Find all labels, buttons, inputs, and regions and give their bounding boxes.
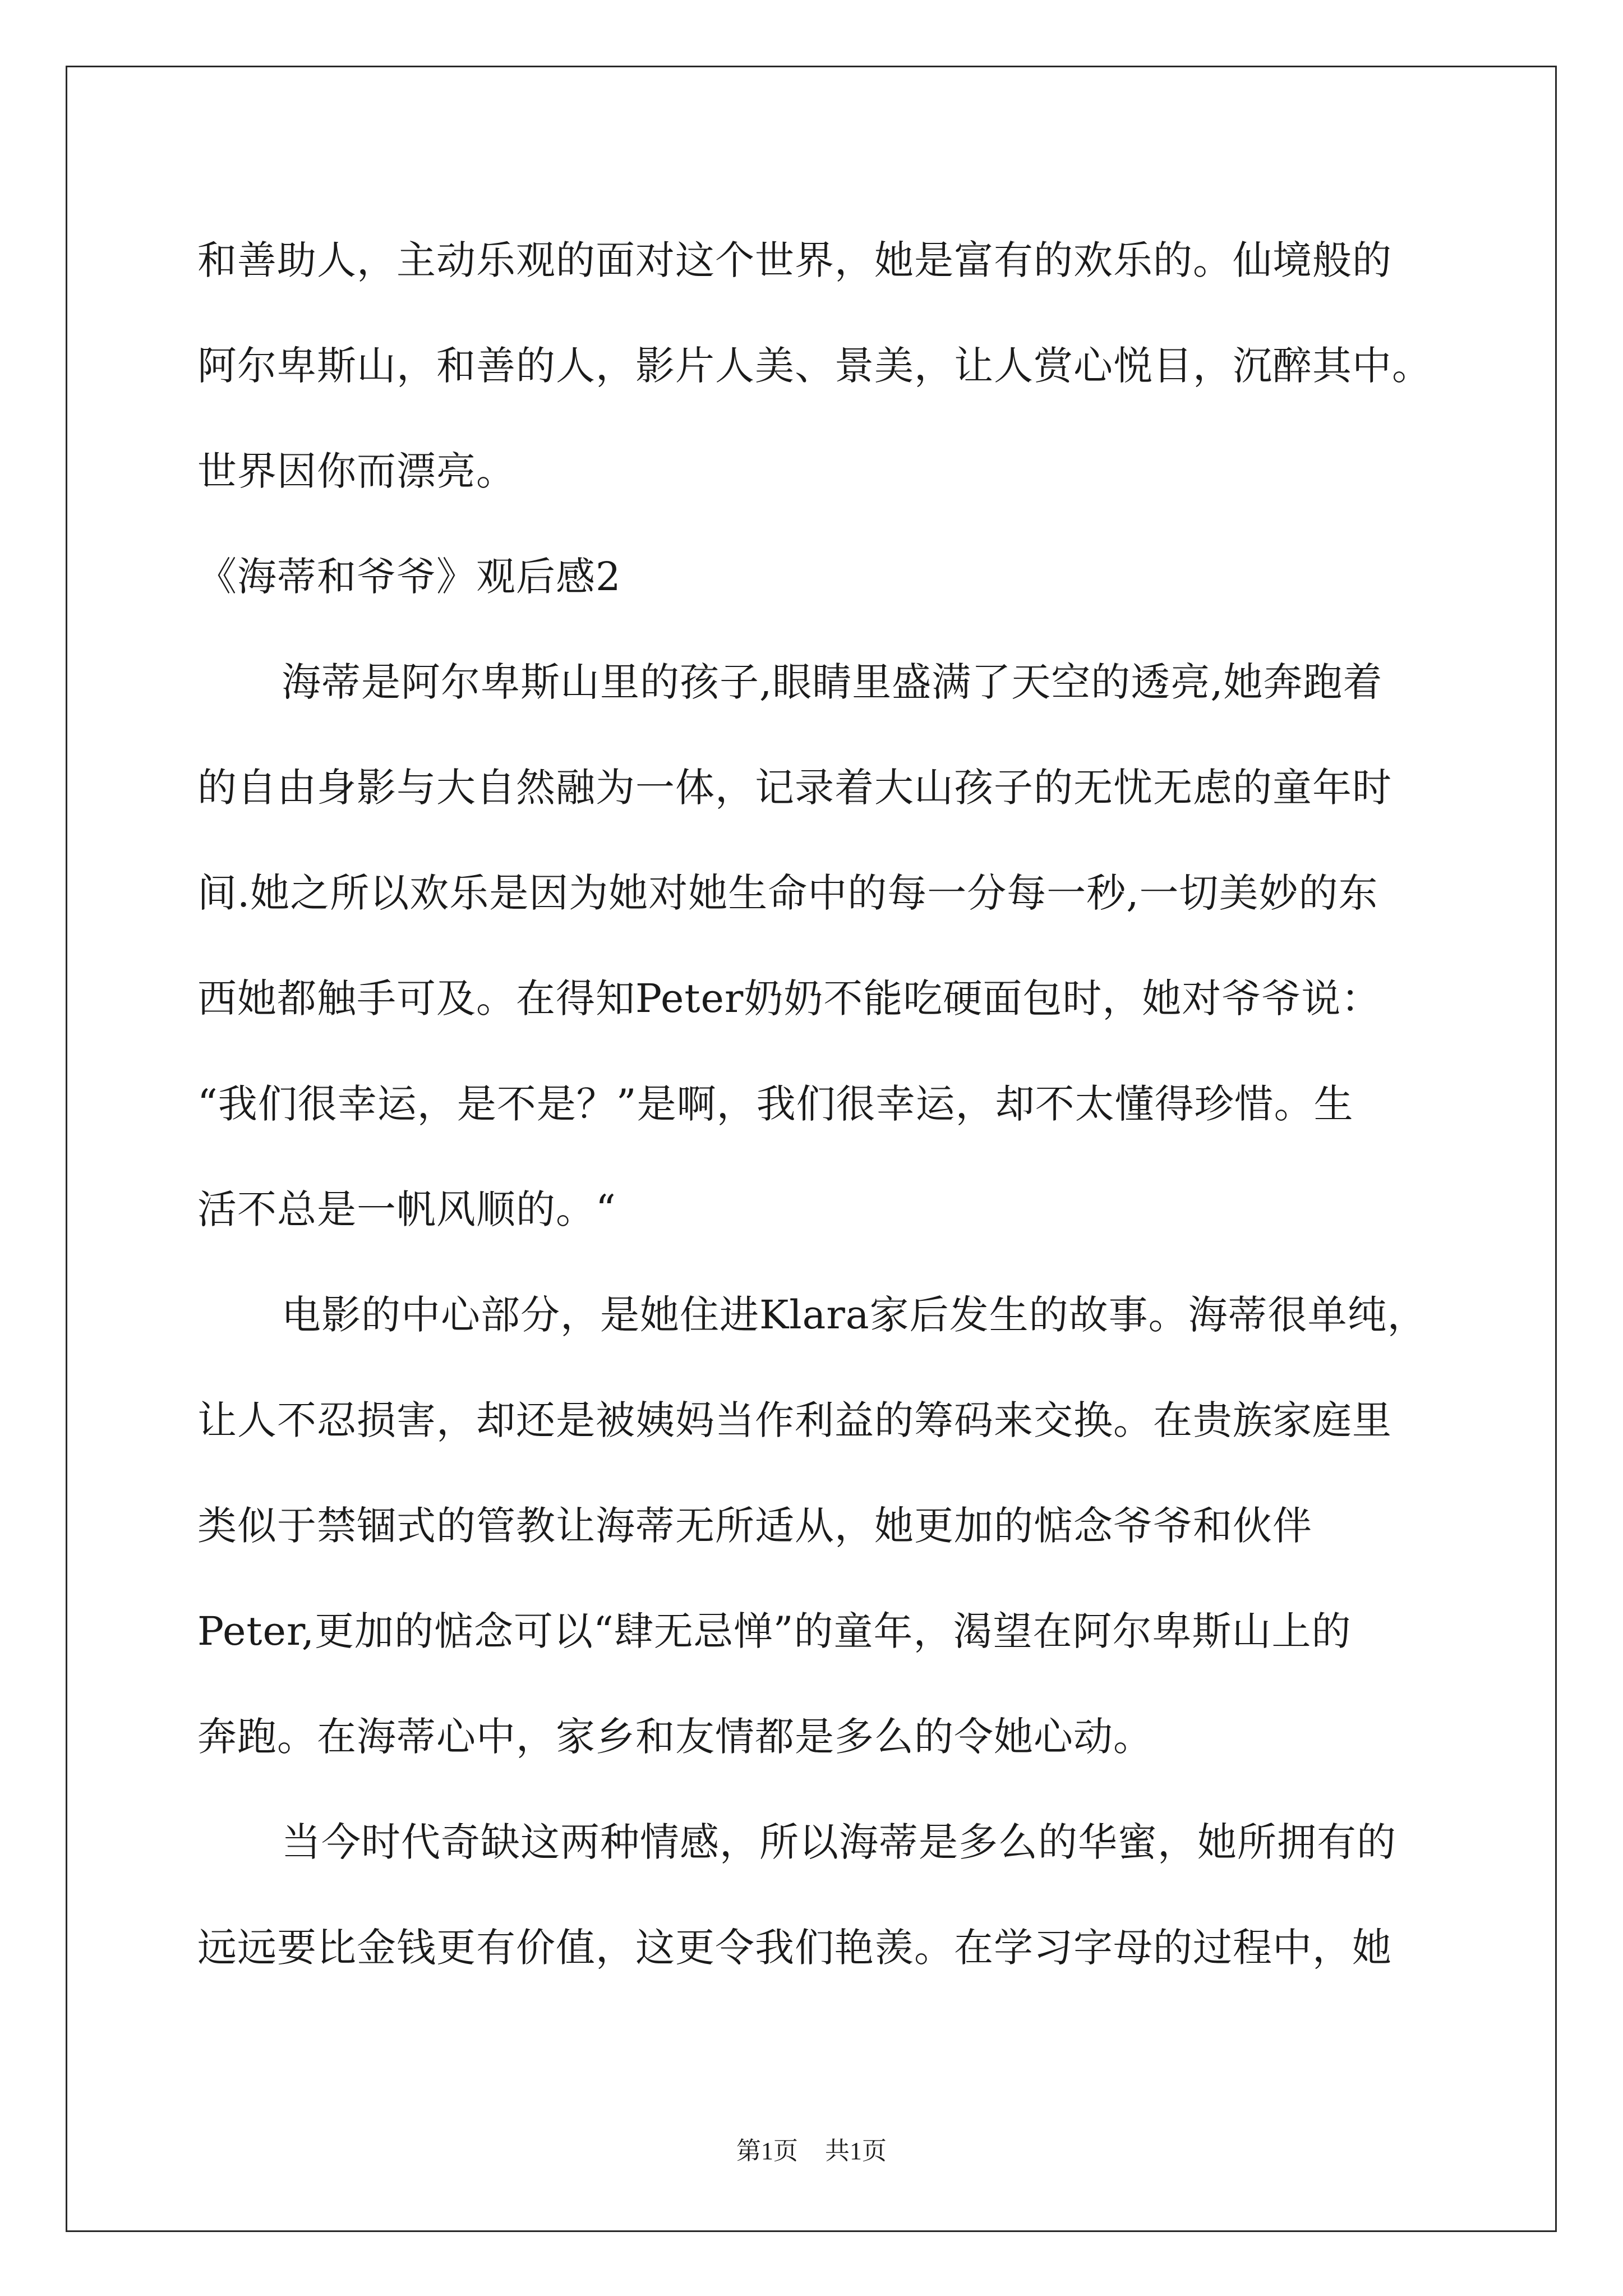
text-line: 阿尔卑斯山，和善的人，影片人美、景美，让人赏心悦目，沉醉其中。: [197, 343, 1432, 389]
total-pages: 共1页: [825, 2137, 887, 2165]
text-line: “我们很幸运，是不是？”是啊，我们很幸运，却不太懂得珍惜。生: [197, 1081, 1354, 1127]
paragraph-first-line: 电影的中心部分，是她住进Klara家后发生的故事。海蒂很单纯，: [282, 1292, 1427, 1338]
text-line: 西她都触手可及。在得知Peter奶奶不能吃硬面包时，她对爷爷说：: [197, 976, 1381, 1022]
text-line: Peter,更加的惦念可以“肆无忌惮”的童年，渴望在阿尔卑斯山上的: [197, 1608, 1352, 1654]
text-line: 活不总是一帆风顺的。“: [197, 1186, 616, 1232]
text-line: 世界因你而漂亮。: [197, 448, 516, 494]
text-line: 间.她之所以欢乐是因为她对她生命中的每一分每一秒,一切美妙的东: [197, 870, 1378, 916]
section-heading: 《海蒂和爷爷》观后感2: [197, 554, 621, 600]
text-line: 远远要比金钱更有价值，这更令我们艳羡。在学习字母的过程中，她: [197, 1925, 1392, 1971]
text-line: 的自由身影与大自然融为一体，记录着大山孩子的无忧无虑的童年时: [197, 765, 1392, 811]
page-number: 第1页: [736, 2137, 798, 2165]
text-line: 让人不忍损害，却还是被姨妈当作利益的筹码来交换。在贵族家庭里: [197, 1397, 1392, 1443]
page-footer: [0, 2134, 1623, 2168]
text-line: 奔跑。在海蒂心中，家乡和友情都是多么的令她心动。: [197, 1714, 1153, 1760]
text-line: 和善助人，主动乐观的面对这个世界，她是富有的欢乐的。仙境般的: [197, 237, 1392, 283]
paragraph-first-line: 海蒂是阿尔卑斯山里的孩子,眼睛里盛满了天空的透亮,她奔跑着: [282, 659, 1383, 705]
text-line: 类似于禁锢式的管教让海蒂无所适从，她更加的惦念爷爷和伙伴: [197, 1503, 1312, 1549]
document-body: [197, 208, 1431, 2000]
paragraph-first-line: 当今时代奇缺这两种情感，所以海蒂是多么的华蜜，她所拥有的: [282, 1819, 1396, 1865]
